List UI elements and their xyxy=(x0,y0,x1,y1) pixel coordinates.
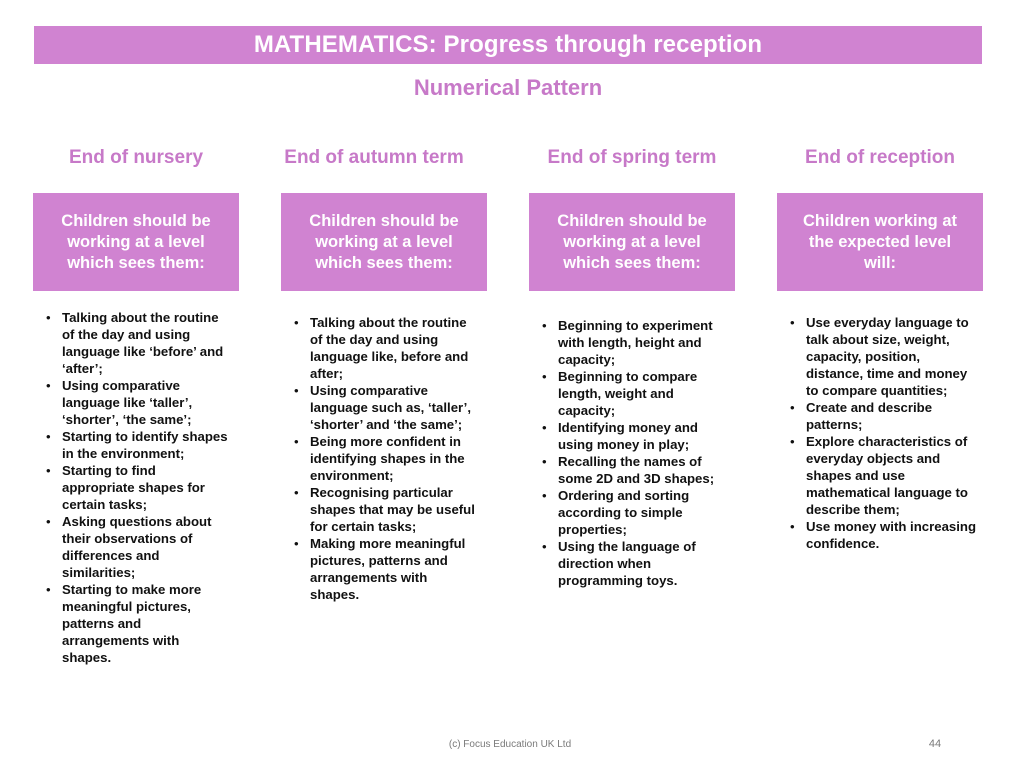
list-item: • Beginning to compare length, weight and capacity; xyxy=(538,368,728,419)
list-item: • Ordering and sorting according to simple properties; xyxy=(538,487,728,538)
list-item: • Starting to identify shapes in the environment; xyxy=(42,428,230,462)
bullet-list-autumn xyxy=(290,314,480,603)
page-subtitle: Numerical Pattern xyxy=(413,75,603,100)
list-item: • Using comparative language such as, ‘taller’, ‘shorter’ and ‘the same’; xyxy=(290,382,480,433)
bullet-list-nursery xyxy=(42,309,230,666)
list-item: • Starting to make more meaningful pictures, patterns and arrangements with shapes. xyxy=(42,581,230,666)
page-title: MATHEMATICS: Progress through reception xyxy=(253,31,763,58)
column-heading-reception: End of reception xyxy=(805,147,955,168)
list-item: • Recalling the names of some 2D and 3D shapes; xyxy=(538,453,728,487)
column-heading-nursery: End of nursery xyxy=(68,147,204,168)
page-number: 44 xyxy=(928,738,942,750)
list-item: • Starting to find appropriate shapes for certain tasks; xyxy=(42,462,230,513)
title-banner xyxy=(34,26,982,64)
column-heading-autumn: End of autumn term xyxy=(284,147,464,168)
column-heading-spring: End of spring term xyxy=(547,147,717,168)
bullet-list-reception xyxy=(786,314,978,552)
list-item: • Recognising particular shapes that may be useful for certain tasks; xyxy=(290,484,480,535)
column-box-nursery: Children should be working at a level which sees them: xyxy=(33,193,239,291)
column-box-reception: Children working at the expected level will: xyxy=(777,193,983,291)
list-item: • Explore characteristics of everyday objects and shapes and use mathematical language to describe them; xyxy=(786,433,978,518)
list-item: • Using comparative language like ‘taller’, ‘shorter’, ‘the same’; xyxy=(42,377,230,428)
column-box-spring: Children should be working at a level which sees them: xyxy=(529,193,735,291)
list-item: • Use everyday language to talk about size, weight, capacity, position, distance, time and money to compare quantities; xyxy=(786,314,978,399)
list-item: • Identifying money and using money in play; xyxy=(538,419,728,453)
column-box-autumn: Children should be working at a level which sees them: xyxy=(281,193,487,291)
bullet-list-spring xyxy=(538,317,728,589)
list-item: • Being more confident in identifying shapes in the environment; xyxy=(290,433,480,484)
list-item: • Using the language of direction when programming toys. xyxy=(538,538,728,589)
list-item: • Use money with increasing confidence. xyxy=(786,518,978,552)
list-item: • Beginning to experiment with length, height and capacity; xyxy=(538,317,728,368)
list-item: • Asking questions about their observations of differences and similarities; xyxy=(42,513,230,581)
list-item: • Talking about the routine of the day and using language like, before and after; xyxy=(290,314,480,382)
list-item: • Talking about the routine of the day and using language like ‘before’ and ‘after’; xyxy=(42,309,230,377)
footer-copyright: (c) Focus Education UK Ltd xyxy=(448,739,572,750)
list-item: • Create and describe patterns; xyxy=(786,399,978,433)
list-item: • Making more meaningful pictures, patterns and arrangements with shapes. xyxy=(290,535,480,603)
